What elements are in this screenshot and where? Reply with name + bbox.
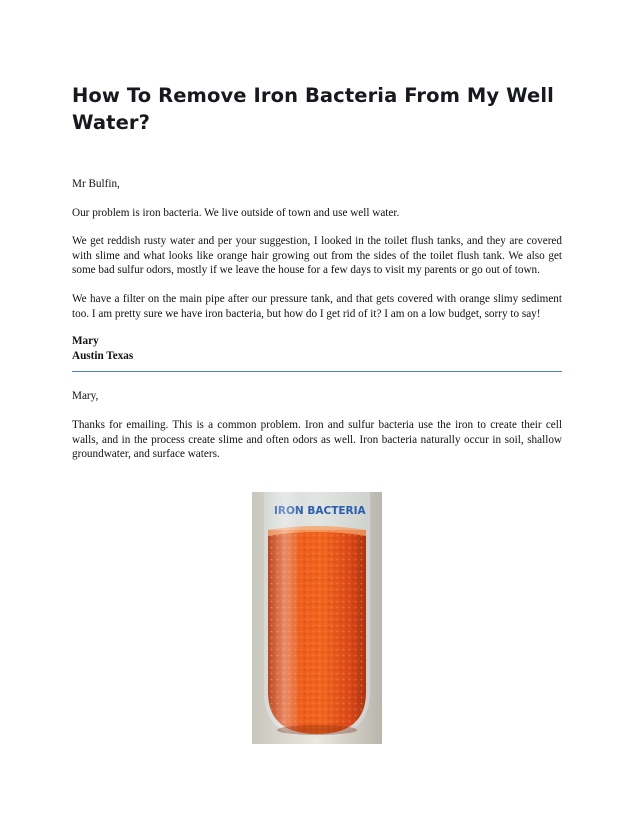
letter-paragraph-3: We have a filter on the main pipe after our pressure tank, and that gets covered with orange slimy sediment too. I am pretty sure we have iron bacteria, but how do I get rid of it? I am on a low budget, sorry to say! — [72, 292, 562, 320]
reply-paragraph: Thanks for emailing. This is a common problem. Iron and sulfur bacteria use the iron to create their cell walls, and in the process create slime and often odors as well. Iron bacteria naturally occur in soil, shallow groundwater, and surface waters. — [72, 418, 562, 461]
signature-location: Austin Texas — [72, 349, 134, 362]
signature-name: Mary — [72, 335, 99, 348]
test-tube-illustration — [252, 492, 382, 744]
glass-highlight — [264, 492, 370, 738]
iron-bacteria-photo — [252, 492, 382, 744]
tube-bottom-shadow — [277, 725, 357, 735]
letter-salutation: Mr Bulfin, — [72, 178, 120, 190]
section-divider — [72, 371, 562, 372]
letter-paragraph-1: Our problem is iron bacteria. We live outside of town and use well water. — [72, 206, 400, 219]
reply-salutation: Mary, — [72, 390, 99, 403]
page-title: How To Remove Iron Bacteria From My Well Water? — [72, 84, 554, 134]
letter-signature — [72, 334, 562, 363]
document-body — [72, 82, 562, 462]
letter-paragraph-2: We get reddish rusty water and per your suggestion, I looked in the toilet flush tanks, and they are covered with slime and what looks like orange hair growing out from the sides of the toilet flush tank. We also get some bad sulfur odors, mostly if we leave the house for a few days to visit my parents or go out of town. — [72, 235, 562, 277]
